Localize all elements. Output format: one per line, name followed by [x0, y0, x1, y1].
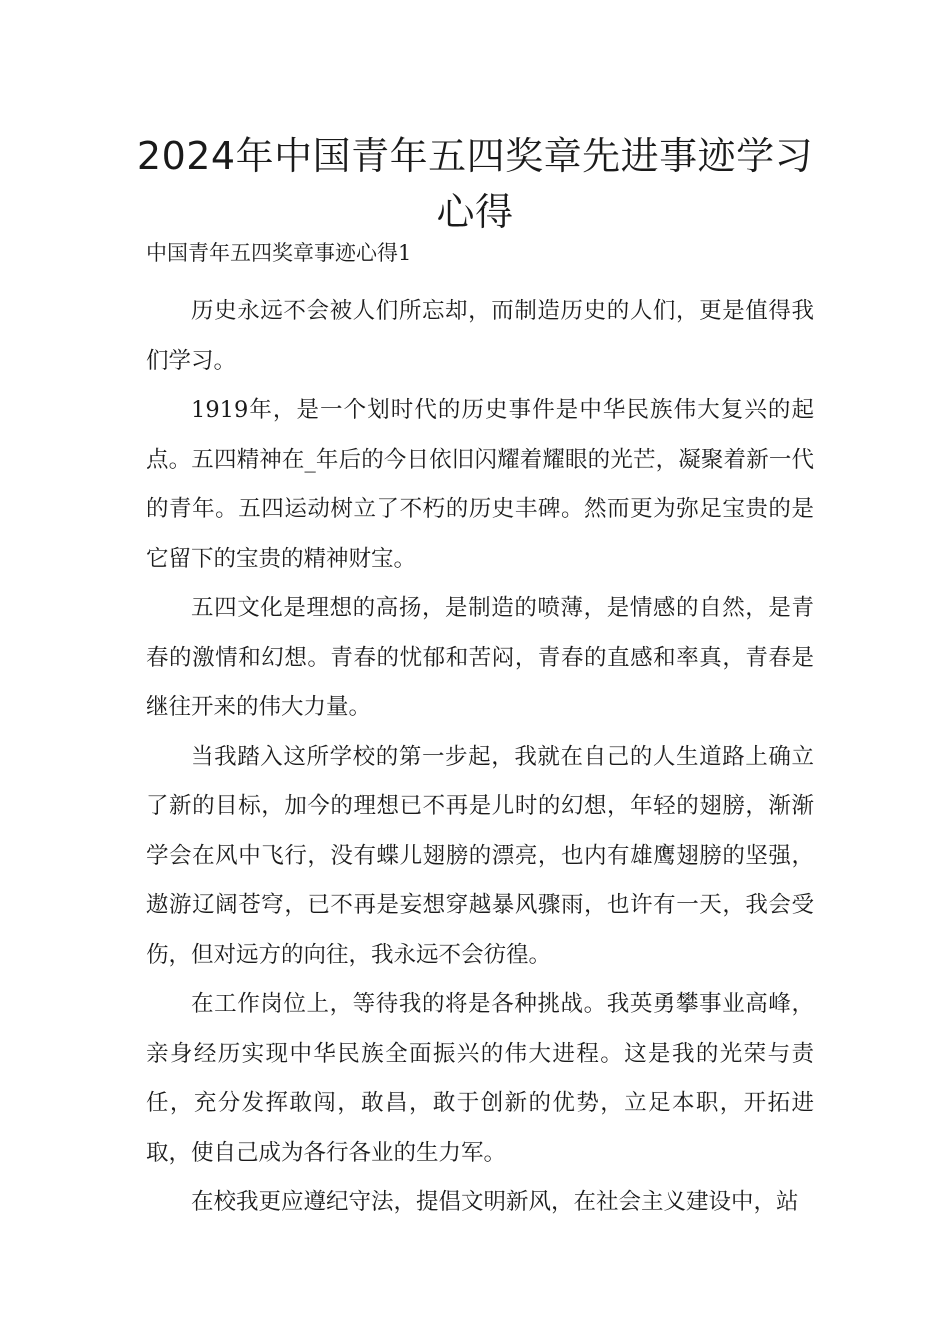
paragraph: 当我踏入这所学校的第一步起，我就在自己的人生道路上确立了新的目标，加今的理想已不再是儿时的幻想，年轻的翅膀，渐渐学会在风中飞行，没有蝶儿翅膀的漂亮，也内有雄鹰翅膀的坚强，遨游辽阔苍穹，已不再是妄想穿越暴风骤雨，也许有一天，我会受伤，但对远方的向往，我永远不会彷徨。 — [146, 743, 814, 968]
paragraph: 五四文化是理想的高扬，是制造的喷薄，是情感的自然，是青春的激情和幻想。青春的忧郁和苦闷，青春的直感和率真，青春是继往开来的伟大力量。 — [146, 595, 814, 720]
paragraph: 在工作岗位上，等待我的将是各种挑战。我英勇攀事业高峰，亲身经历实现中华民族全面振兴的伟大进程。这是我的光荣与责任，充分发挥敢闯，敢昌，敢于创新的优势，立足本职，开拓进取，使自己成为各行各业的生力军。 — [146, 991, 814, 1166]
section-heading: 中国青年五四奖章事迹心得1 — [146, 241, 412, 265]
paragraph: 在校我更应遵纪守法，提倡文明新风，在社会主义建设中，站 — [191, 1189, 799, 1215]
document-body — [146, 287, 814, 1228]
document-title: 2024年中国青年五四奖章先进事迹学习心得 — [136, 134, 814, 234]
paragraph: 历史永远不会被人们所忘却，而制造历史的人们，更是值得我们学习。 — [146, 298, 814, 374]
paragraph: 1919年，是一个划时代的历史事件是中华民族伟大复兴的起点。五四精神在_年后的今日依旧闪耀着耀眼的光芒，凝聚着新一代的青年。五四运动树立了不朽的历史丰碑。然而更为弥足宝贵的是它留下的宝贵的精神财宝。 — [146, 397, 814, 572]
